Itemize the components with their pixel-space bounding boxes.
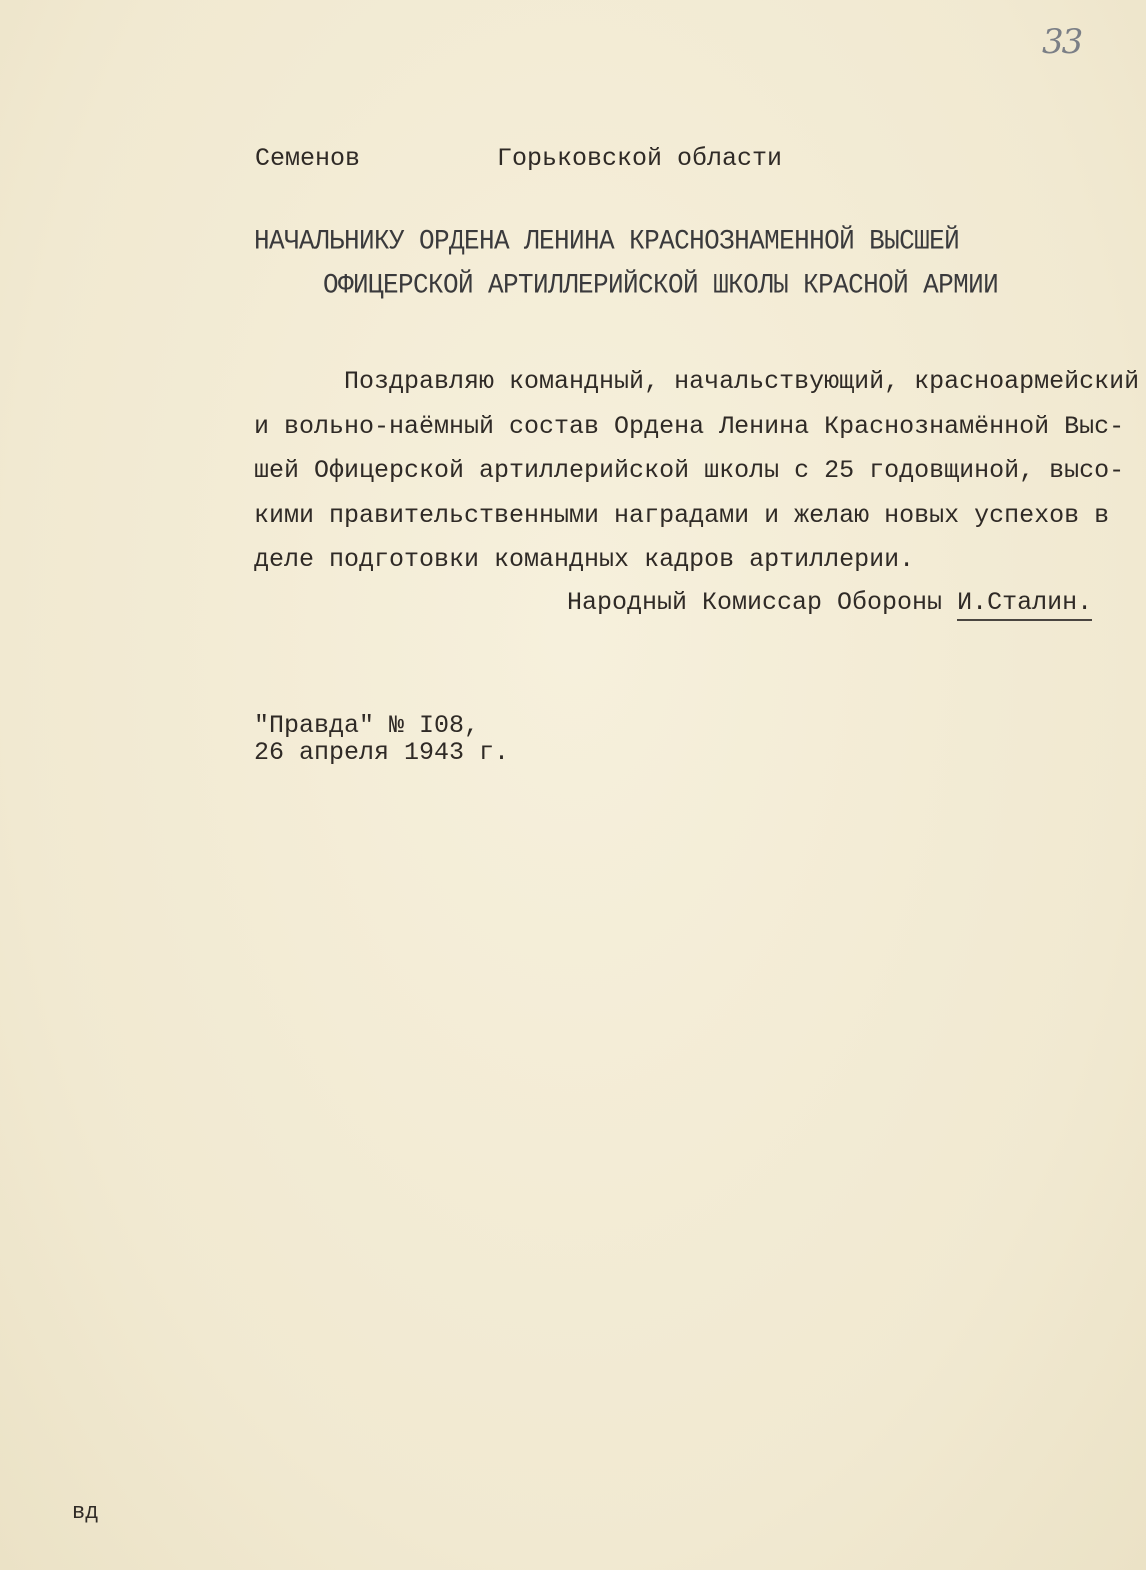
body-line: и вольно-наёмный состав Ордена Ленина Краснознамённой Выс- [254, 411, 1125, 441]
message-body [254, 360, 1140, 583]
body-line: Поздравляю командный, начальствующий, красноармейский [254, 367, 1140, 396]
body-line: деле подготовки командных кадров артиллерии. [254, 545, 915, 574]
page-number: 33 [1042, 22, 1082, 62]
source-line-2: 26 апреля 1943 г. [254, 738, 510, 767]
footer-mark: вд [72, 1500, 99, 1525]
body-line: кими правительственными наградами и желаю новых успехов в [254, 500, 1110, 530]
addressee-line-1: НАЧАЛЬНИКУ ОРДЕНА ЛЕНИНА КРАСНОЗНАМЕННОЙ ВЫСШЕЙ [254, 224, 960, 258]
signature [567, 587, 1092, 618]
place-city: Семенов [255, 144, 361, 173]
signature-title: Народный Комиссар Обороны [567, 588, 958, 617]
place-region: Горьковской области [497, 144, 783, 173]
source-line-1: "Правда" № I08, [254, 711, 480, 740]
addressee-line-2: ОФИЦЕРСКОЙ АРТИЛЛЕРИЙСКОЙ ШКОЛЫ КРАСНОЙ АРМИИ [323, 268, 999, 302]
body-line: шей Офицерской артиллерийской школы с 25 годовщиной, высо- [254, 456, 1125, 485]
signature-name: И.Сталин. [957, 588, 1092, 621]
